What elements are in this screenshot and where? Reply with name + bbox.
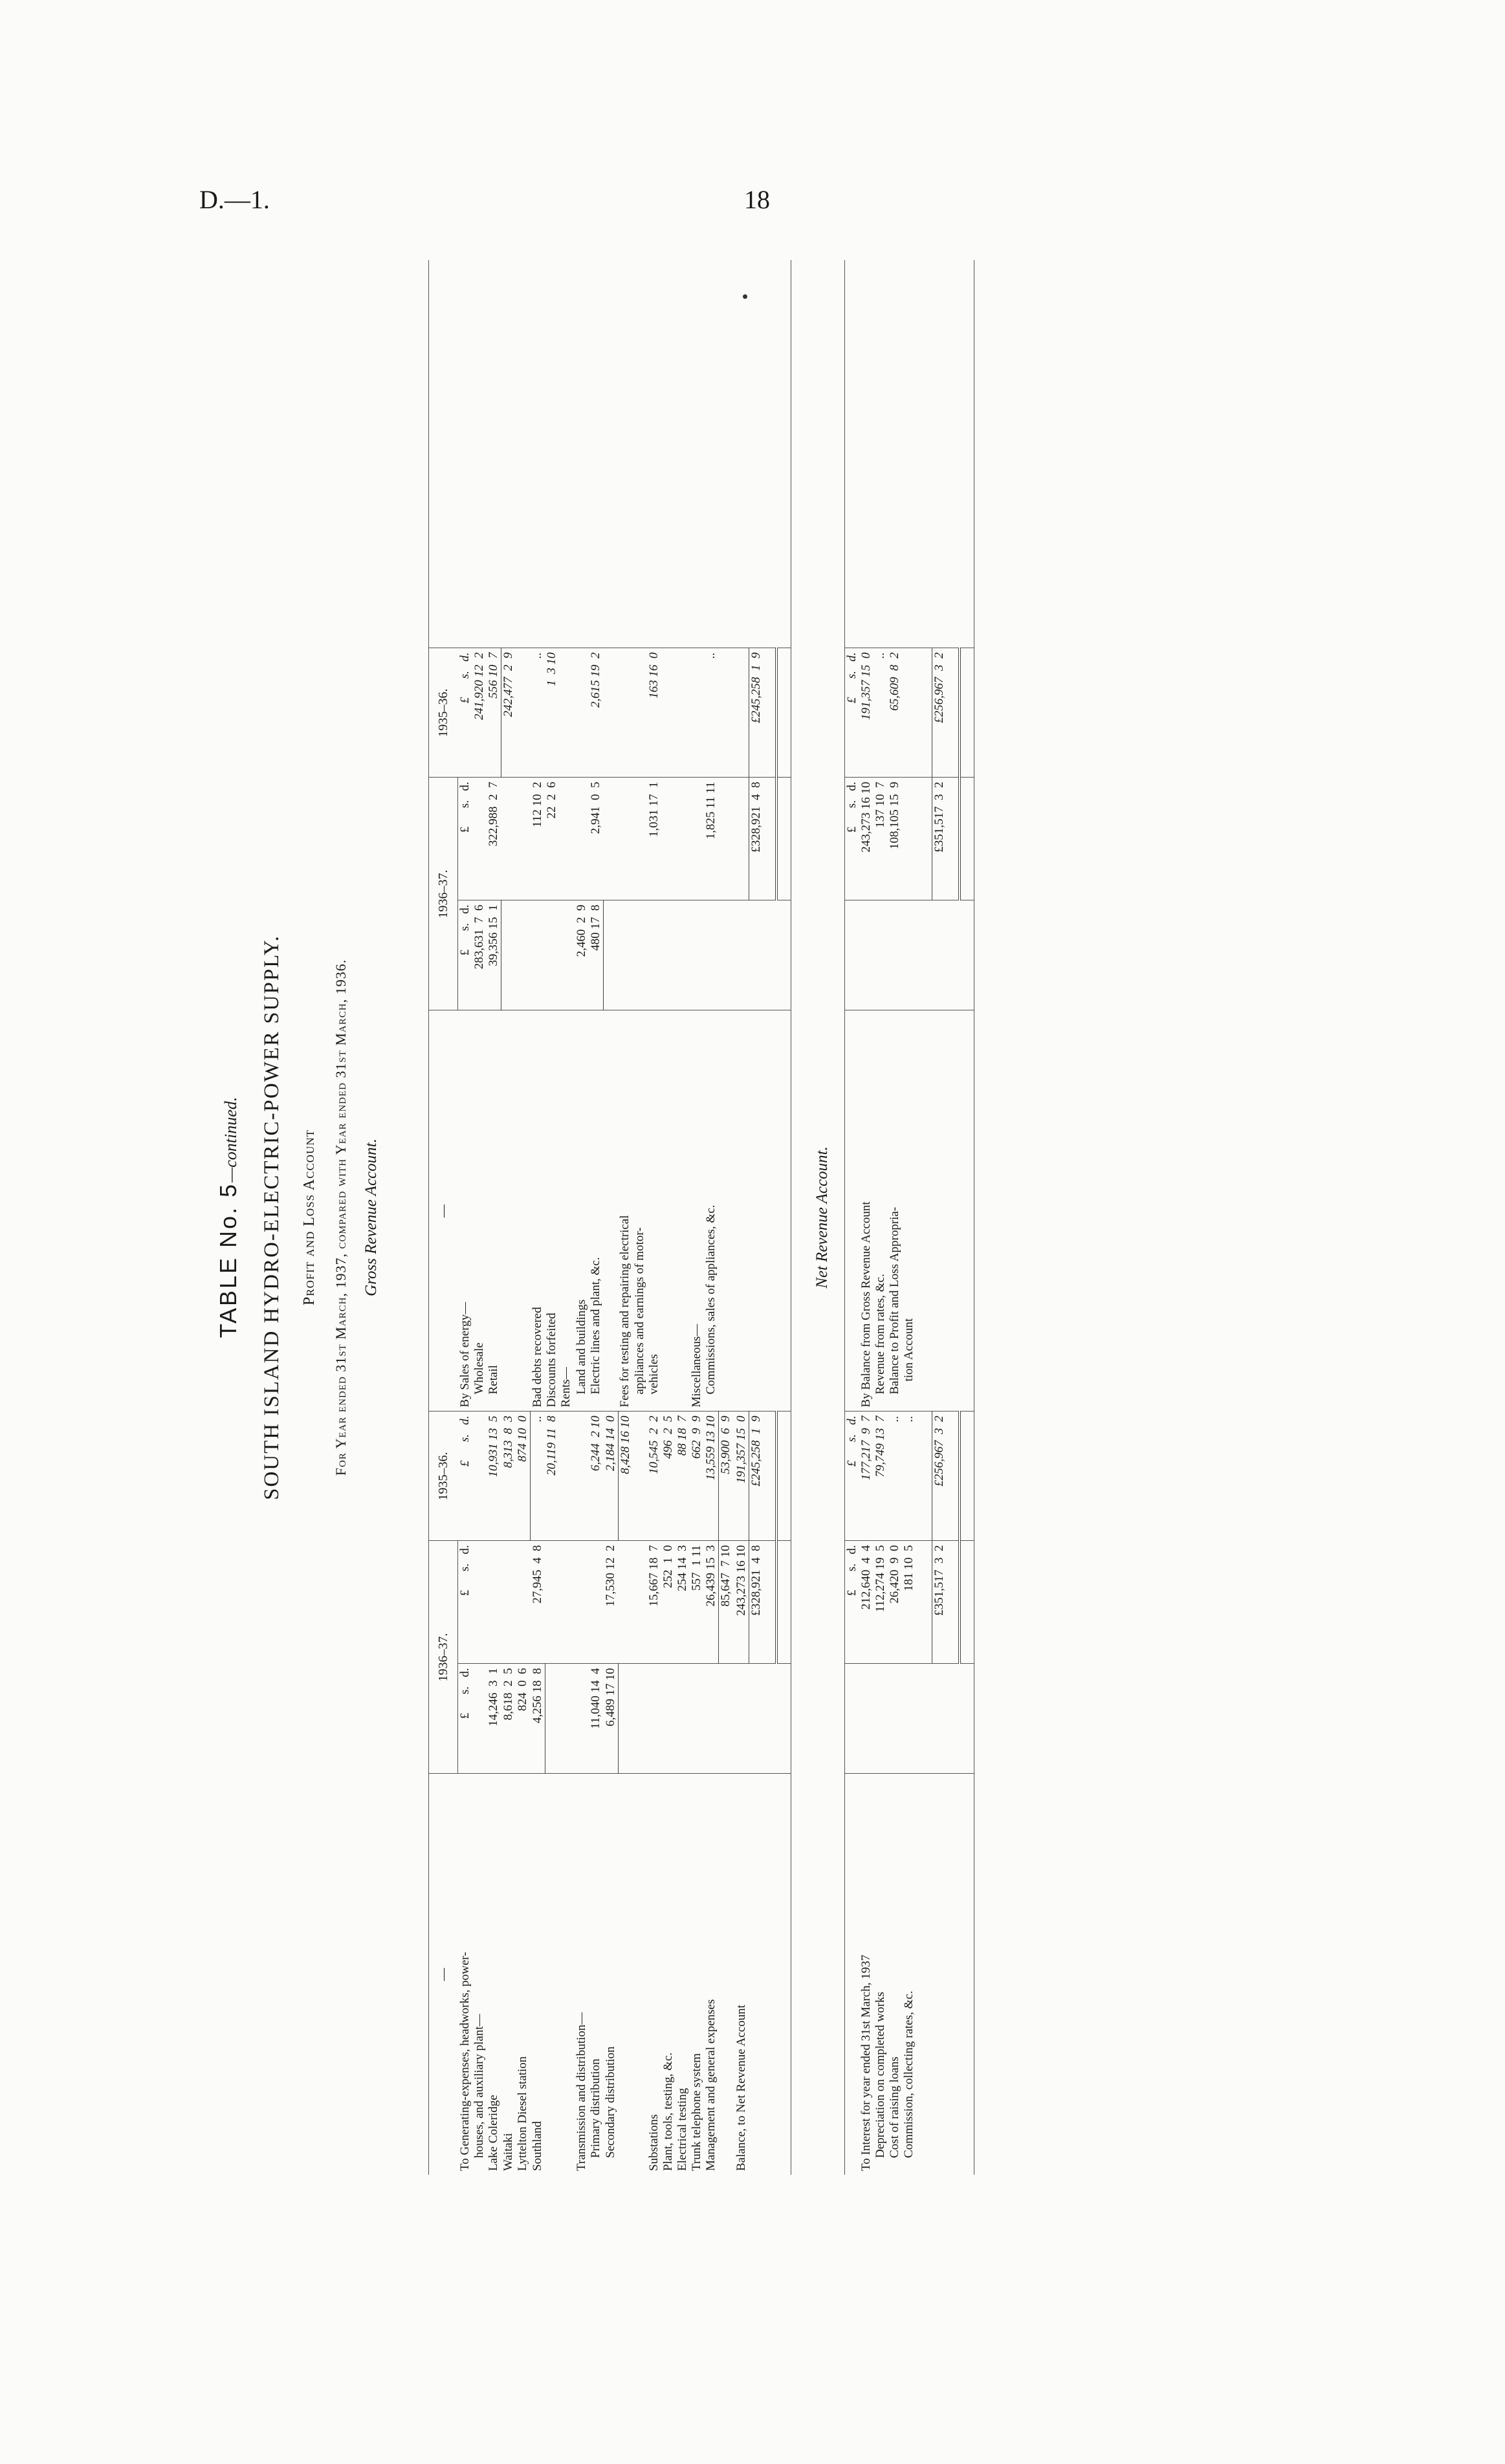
table-row — [618, 260, 633, 2175]
secondary-value: 6,489 17 10 — [604, 1664, 619, 1774]
raising-loans-prior: .. — [888, 1412, 902, 1541]
lake-coleridge-prior: 10,931 13 5 — [487, 1412, 501, 1541]
sales-prior-total: 242,477 2 9 — [501, 648, 516, 778]
generating-heading: To Generating-expenses, headworks, power- — [457, 1952, 472, 2171]
currency-label: £ s. d. — [844, 1412, 859, 1541]
lake-coleridge-value: 14,246 3 1 — [487, 1664, 501, 1774]
fees-label-1: Fees for testing and repairing electrical — [618, 1010, 633, 1412]
balance-label: Balance, to Net Revenue Account — [734, 2005, 748, 2171]
table-row — [734, 260, 749, 2175]
commission-label: Commission, collecting rates, &c. — [901, 1990, 916, 2158]
transmission-prior-total: 8,428 16 10 — [618, 1412, 633, 1541]
substations-value: 15,667 18 7 — [647, 1541, 661, 1664]
lake-coleridge-label: Lake Coleridge — [487, 2095, 500, 2171]
spacer-row — [916, 260, 932, 2175]
depreciation-label: Depreciation on completed works — [873, 1992, 887, 2158]
electrical-testing-value: 254 14 3 — [676, 1541, 690, 1664]
rents-prior: 2,615 19 2 — [589, 648, 604, 778]
table-row — [902, 260, 916, 2175]
currency-label: £ s. d. — [458, 1664, 473, 1774]
commission-prior: .. — [902, 1412, 916, 1541]
currency-label: £ s. d. — [458, 1541, 473, 1664]
table-number-text: TABLE No. 5 — [215, 1182, 241, 1338]
spacer-row — [718, 260, 734, 2175]
electric-lines-value: 480 17 8 — [589, 900, 604, 1010]
secondary-prior: 2,184 14 0 — [604, 1412, 619, 1541]
account-title: Profit and Loss Account — [301, 1129, 318, 1306]
table-row — [589, 260, 604, 2175]
supply-title: SOUTH ISLAND HYDRO-ELECTRIC-POWER SUPPLY. — [260, 935, 283, 1500]
wholesale-value: 283,631 7 6 — [472, 900, 487, 1010]
balance-pl-prior: 65,609 8 2 — [888, 648, 902, 778]
credit-prior-total: £245,258 1 9 — [749, 648, 776, 778]
table-row — [501, 260, 516, 2175]
rotated-table-block — [212, 260, 1015, 2175]
table-row — [487, 260, 501, 2175]
net-debit-total: £351,517 3 2 — [932, 1541, 960, 1664]
secondary-label: Secondary distribution — [603, 2046, 617, 2158]
currency-label: £ s. d. — [844, 778, 859, 900]
southland-value: 4,256 18 8 — [531, 1664, 545, 1774]
retail-prior: 556 10 7 — [487, 648, 501, 778]
continued-text: —continued. — [221, 1096, 240, 1183]
page-code: D.—1. — [199, 185, 270, 214]
sales-heading: By Sales of energy— — [458, 1010, 473, 1412]
trunk-telephone-prior: 662 9 9 — [690, 1412, 704, 1541]
spacer-row — [559, 260, 575, 2175]
depreciation-prior: 79,749 13 7 — [873, 1412, 888, 1541]
gross-revenue-table — [428, 260, 791, 2175]
net-credit-total: £351,517 3 2 — [932, 778, 960, 900]
debit-prior-header: 1935–36. — [429, 1412, 458, 1541]
credit-total: £328,921 4 8 — [749, 778, 776, 900]
currency-row — [458, 260, 473, 2175]
bottom-rule — [960, 260, 974, 2175]
credit-blank-header: — — [429, 1010, 458, 1412]
balance-prior: 191,357 15 0 — [734, 1412, 749, 1541]
titles — [215, 260, 428, 2175]
wholesale-label: Wholesale — [472, 1010, 487, 1412]
table-row — [888, 260, 902, 2175]
commission-value: 181 10 5 — [902, 1541, 916, 1664]
currency-label: £ s. d. — [458, 900, 473, 1010]
revenue-rates-value: 137 10 7 — [873, 778, 888, 900]
discounts-label: Discounts forfeited — [545, 1010, 559, 1412]
land-value: 2,460 2 9 — [575, 900, 589, 1010]
primary-value: 11,040 14 4 — [589, 1664, 604, 1774]
generating-prior-total: 20,119 11 8 — [545, 1412, 559, 1541]
net-title: Net Revenue Account. — [813, 1146, 831, 1289]
header-row — [429, 260, 458, 2175]
fees-label-3: vehicles — [647, 1010, 661, 1412]
retail-label: Retail — [487, 1010, 501, 1412]
waitaki-value: 8,618 2 5 — [501, 1664, 516, 1774]
commissions-value: 1,825 11 11 — [704, 778, 719, 900]
page-number: 18 — [744, 185, 770, 214]
lyttelton-label: Lyttelton Diesel station — [516, 2056, 529, 2171]
management-value: 26,439 15 3 — [704, 1541, 719, 1664]
lyttelton-value: 824 0 6 — [516, 1664, 531, 1774]
net-credit-prior-total: £256,967 3 2 — [932, 648, 960, 778]
bad-debts-label: Bad debts recovered — [531, 1010, 545, 1412]
bad-debts-prior: .. — [531, 648, 545, 778]
table-row — [676, 260, 690, 2175]
bottom-rule — [776, 260, 791, 2175]
gross-total-row — [749, 260, 776, 2175]
management-label: Management and general expenses — [703, 1999, 718, 2171]
lyttelton-prior: 874 10 0 — [516, 1412, 531, 1541]
net-revenue-table — [844, 260, 974, 2175]
period-title: For Year ended 31st March, 1937, compared with Year ended 31st March, 1936. — [333, 959, 349, 1476]
raising-loans-label: Cost of raising loans — [887, 2056, 901, 2158]
substations-prior: 10,545 2 2 — [647, 1412, 661, 1541]
electrical-testing-prior: 88 18 7 — [676, 1412, 690, 1541]
fees-prior: 163 16 0 — [647, 648, 661, 778]
transmission-total: 17,530 12 2 — [604, 1541, 619, 1664]
fees-label-2: appliances and earnings of motor- — [633, 1010, 647, 1412]
interest-label: To Interest for year ended 31st March, 1937 — [859, 1954, 873, 2171]
gross-title: Gross Revenue Account. — [362, 1139, 380, 1296]
table-row — [690, 260, 704, 2175]
balance-pl-label-2: tion Account — [902, 1010, 916, 1412]
commissions-label: Commissions, sales of appliances, &c. — [704, 1010, 719, 1412]
balance-gross-prior: 191,357 15 0 — [859, 648, 873, 778]
trunk-telephone-label: Trunk telephone system — [689, 2053, 703, 2171]
discounts-value: 22 2 6 — [545, 778, 559, 900]
debit-prior-total: £245,258 1 9 — [749, 1412, 776, 1541]
interest-value: 212,640 4 4 — [859, 1541, 873, 1664]
debit-current-header: 1936–37. — [429, 1541, 458, 1774]
currency-label: £ s. d. — [844, 648, 859, 778]
table-row — [545, 260, 559, 2175]
generating-total: 27,945 4 8 — [531, 1541, 545, 1664]
table-row — [472, 260, 487, 2175]
waitaki-prior: 8,313 8 3 — [501, 1412, 516, 1541]
revenue-rates-label: Revenue from rates, &c. — [873, 1010, 888, 1412]
currency-label: £ s. d. — [458, 778, 473, 900]
table-row — [661, 260, 676, 2175]
fees-value: 1,031 17 1 — [647, 778, 661, 900]
debit-blank-header: — — [429, 1774, 458, 2175]
wholesale-prior: 241,920 12 2 — [472, 648, 487, 778]
waitaki-label: Waitaki — [501, 2133, 515, 2171]
generating-heading-2: houses, and auxiliary plant— — [472, 2014, 486, 2158]
table-row — [873, 260, 888, 2175]
subtotal-prior: 53,900 6 9 — [718, 1412, 734, 1541]
substations-label: Substations — [646, 2114, 661, 2171]
currency-label: £ s. d. — [458, 648, 473, 778]
commissions-prior: .. — [704, 648, 719, 778]
table-row — [604, 260, 619, 2175]
debit-total: £328,921 4 8 — [749, 1541, 776, 1664]
table-row — [647, 260, 661, 2175]
plant-tools-label: Plant, tools, testing, &c. — [661, 2052, 675, 2171]
balance-value: 243,273 16 10 — [734, 1541, 749, 1664]
transmission-heading: Transmission and distribution— — [575, 2012, 588, 2171]
primary-label: Primary distribution — [589, 2058, 602, 2158]
plant-tools-prior: 496 2 5 — [661, 1412, 676, 1541]
balance-gross-value: 243,273 16 10 — [859, 778, 873, 900]
rents-total: 2,941 0 5 — [589, 778, 604, 900]
revenue-rates-prior: .. — [873, 648, 888, 778]
table-row — [633, 260, 647, 2175]
balance-pl-label-1: Balance to Profit and Loss Appropria- — [888, 1010, 902, 1412]
discounts-prior: 1 3 10 — [545, 648, 559, 778]
table-number — [215, 260, 242, 2175]
management-prior: 13,559 13 10 — [704, 1412, 719, 1541]
table-row — [575, 260, 589, 2175]
southland-label: Southland — [530, 2121, 544, 2171]
depreciation-value: 112,274 19 5 — [873, 1541, 888, 1664]
interest-prior: 177,217 9 7 — [859, 1412, 873, 1541]
subtotal-value: 85,647 7 10 — [718, 1541, 734, 1664]
page-header — [188, 184, 1391, 223]
trunk-telephone-value: 557 1 11 — [690, 1541, 704, 1664]
blank-header — [429, 260, 458, 648]
land-label: Land and buildings — [575, 1010, 589, 1412]
table-row — [531, 260, 545, 2175]
blank-cell — [458, 260, 473, 648]
net-currency-row — [844, 260, 859, 2175]
southland-prior: .. — [531, 1412, 545, 1541]
credit-prior-header: 1935–36. — [429, 648, 458, 778]
net-debit-prior-total: £256,967 3 2 — [932, 1412, 960, 1541]
rents-heading: Rents— — [559, 1010, 575, 1412]
table-row — [859, 260, 873, 2175]
currency-label: £ s. d. — [458, 1412, 473, 1541]
currency-label: £ s. d. — [844, 1541, 859, 1664]
credit-current-header: 1936–37. — [429, 778, 458, 1010]
table-row — [516, 260, 531, 2175]
balance-gross-label: By Balance from Gross Revenue Account — [859, 1010, 873, 1412]
net-total-row — [932, 260, 960, 2175]
electrical-testing-label: Electrical testing — [675, 2088, 689, 2171]
balance-pl-value: 108,105 15 9 — [888, 778, 902, 900]
raising-loans-value: 26,420 9 0 — [888, 1541, 902, 1664]
retail-value: 39,356 15 1 — [487, 900, 501, 1010]
electric-lines-label: Electric lines and plant, &c. — [589, 1010, 604, 1412]
misc-heading: Miscellaneous— — [690, 1010, 704, 1412]
table-row — [704, 260, 719, 2175]
bad-debts-value: 112 10 2 — [531, 778, 545, 900]
primary-prior: 6,244 2 10 — [589, 1412, 604, 1541]
sales-total: 322,988 2 7 — [487, 778, 501, 900]
plant-tools-value: 252 1 0 — [661, 1541, 676, 1664]
